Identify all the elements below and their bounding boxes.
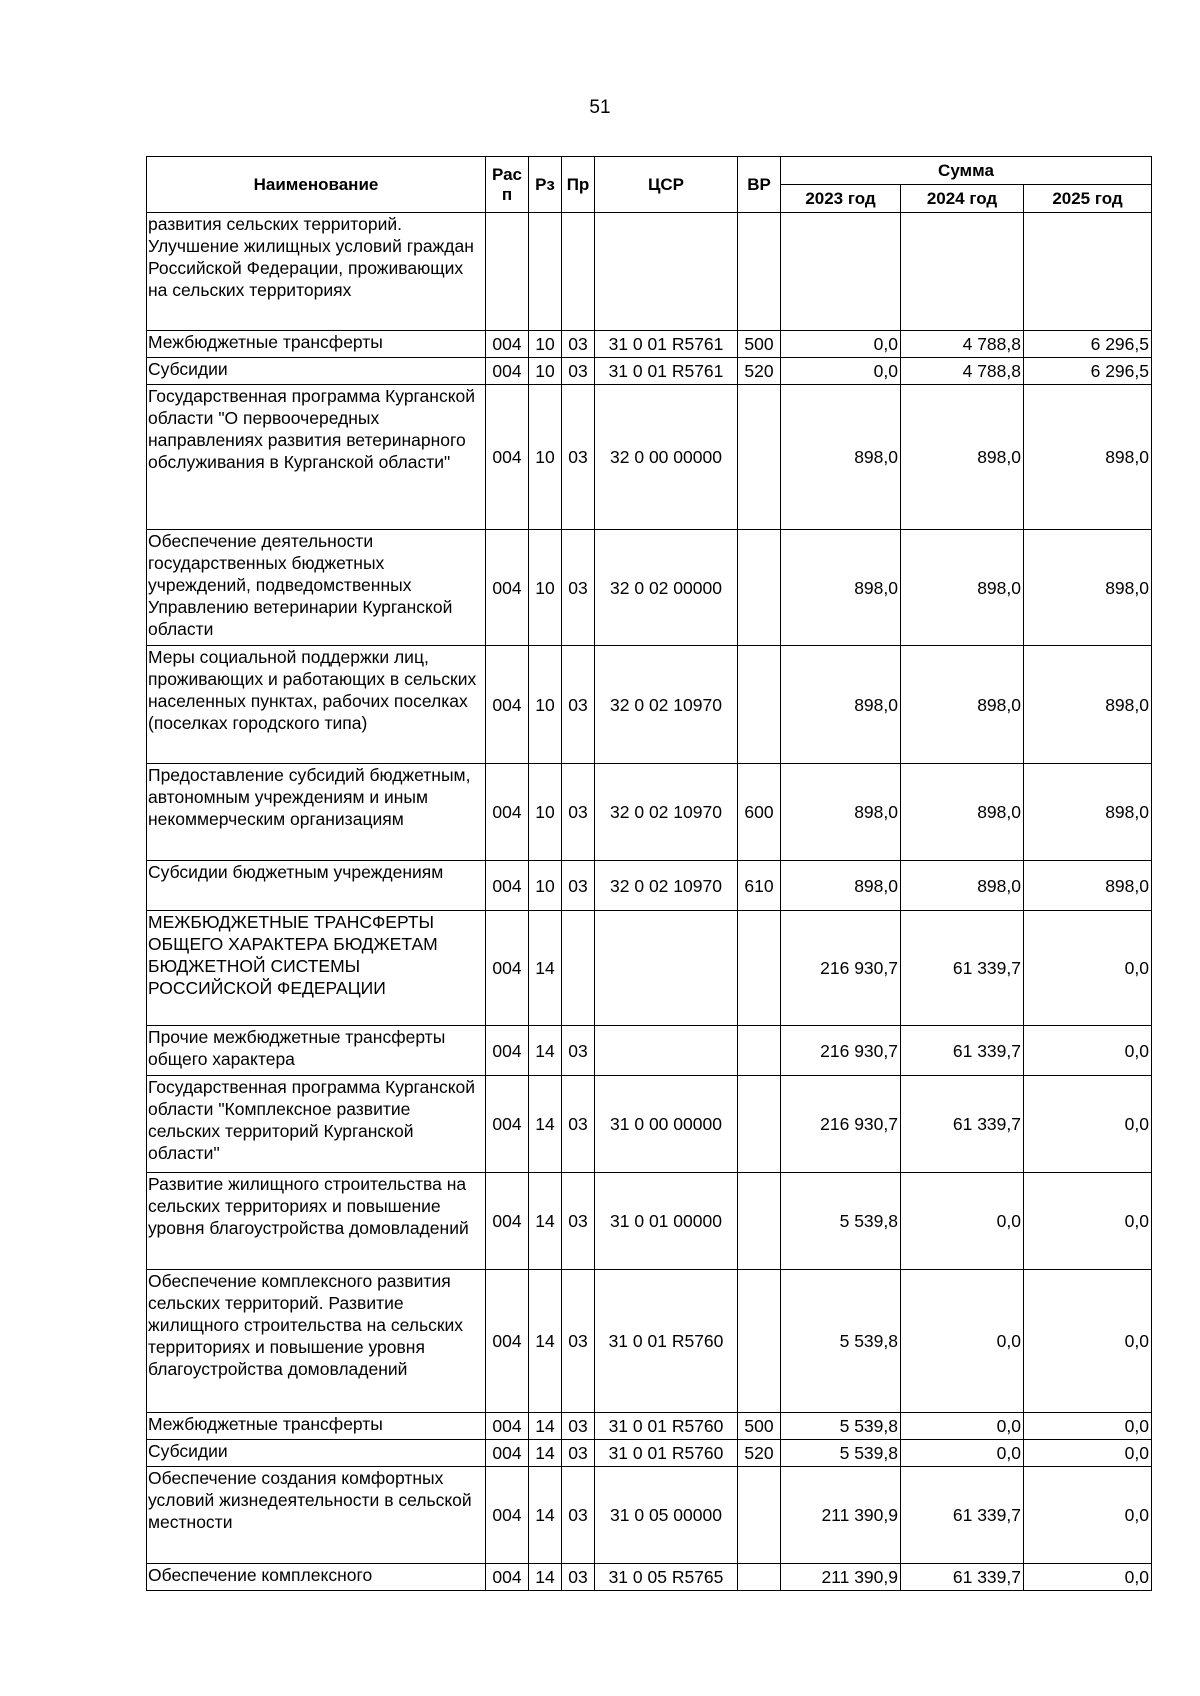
cell-rasp: 004 bbox=[486, 1076, 529, 1173]
cell-pr: 03 bbox=[562, 1413, 595, 1440]
table-row bbox=[147, 1076, 1152, 1173]
table-row bbox=[147, 861, 1152, 911]
cell-rz: 14 bbox=[529, 1076, 562, 1173]
table-row bbox=[147, 646, 1152, 764]
cell-vr bbox=[738, 1026, 781, 1076]
cell-vr bbox=[738, 1076, 781, 1173]
cell-2025: 0,0 bbox=[1024, 1440, 1152, 1467]
header-rz: Рз bbox=[529, 157, 562, 213]
cell-rz: 10 bbox=[529, 646, 562, 764]
cell-vr: 500 bbox=[738, 1413, 781, 1440]
cell-name: Обеспечение деятельности государственных бюджетных учреждений, подведомственных Управлению ветеринарии Курганской области bbox=[147, 530, 486, 646]
cell-2023 bbox=[781, 213, 901, 331]
cell-rz: 14 bbox=[529, 1173, 562, 1270]
cell-name: Государственная программа Курганской области "Комплексное развитие сельских территорий Курганской области" bbox=[147, 1076, 486, 1173]
cell-vr bbox=[738, 911, 781, 1026]
table-row bbox=[147, 911, 1152, 1026]
page-number: 51 bbox=[589, 97, 611, 118]
cell-csr: 31 0 01 R5761 bbox=[595, 358, 738, 385]
cell-rz: 14 bbox=[529, 911, 562, 1026]
cell-csr: 32 0 02 10970 bbox=[595, 646, 738, 764]
cell-rasp: 004 bbox=[486, 1564, 529, 1591]
cell-rasp: 004 bbox=[486, 1467, 529, 1564]
cell-vr bbox=[738, 1270, 781, 1413]
header-rasp: Рас п bbox=[486, 157, 529, 213]
cell-pr: 03 bbox=[562, 530, 595, 646]
cell-rasp: 004 bbox=[486, 646, 529, 764]
cell-csr: 31 0 01 R5760 bbox=[595, 1270, 738, 1413]
cell-2024: 61 339,7 bbox=[901, 1076, 1024, 1173]
cell-rasp: 004 bbox=[486, 385, 529, 530]
cell-csr bbox=[595, 911, 738, 1026]
cell-name: Межбюджетные трансферты bbox=[147, 1413, 486, 1440]
cell-2024: 61 339,7 bbox=[901, 1467, 1024, 1564]
cell-vr bbox=[738, 530, 781, 646]
table-row bbox=[147, 1467, 1152, 1564]
cell-2024: 4 788,8 bbox=[901, 331, 1024, 358]
cell-rasp: 004 bbox=[486, 331, 529, 358]
cell-csr: 31 0 05 00000 bbox=[595, 1467, 738, 1564]
cell-2023: 898,0 bbox=[781, 385, 901, 530]
header-csr: ЦСР bbox=[595, 157, 738, 213]
cell-csr: 31 0 01 00000 bbox=[595, 1173, 738, 1270]
header-year-2023: 2023 год bbox=[781, 185, 901, 213]
cell-2024: 898,0 bbox=[901, 530, 1024, 646]
cell-name: Обеспечение комплексного развития сельских территорий. Развитие жилищного строительства на сельских территориях и повышение уровня благоустройства домовладений bbox=[147, 1270, 486, 1413]
table-row bbox=[147, 1440, 1152, 1467]
header-pr: Пр bbox=[562, 157, 595, 213]
cell-rasp: 004 bbox=[486, 911, 529, 1026]
cell-rasp: 004 bbox=[486, 1413, 529, 1440]
cell-csr: 32 0 00 00000 bbox=[595, 385, 738, 530]
cell-2025: 0,0 bbox=[1024, 1076, 1152, 1173]
cell-csr: 31 0 05 R5765 bbox=[595, 1564, 738, 1591]
cell-rasp: 004 bbox=[486, 1270, 529, 1413]
cell-pr: 03 bbox=[562, 1564, 595, 1591]
cell-2023: 216 930,7 bbox=[781, 1026, 901, 1076]
cell-2025: 898,0 bbox=[1024, 764, 1152, 861]
cell-2025: 6 296,5 bbox=[1024, 358, 1152, 385]
cell-2025 bbox=[1024, 213, 1152, 331]
cell-name: Субсидии bbox=[147, 358, 486, 385]
cell-2025: 898,0 bbox=[1024, 385, 1152, 530]
table-row bbox=[147, 358, 1152, 385]
cell-rz: 14 bbox=[529, 1413, 562, 1440]
cell-csr: 31 0 01 R5761 bbox=[595, 331, 738, 358]
cell-2024: 898,0 bbox=[901, 764, 1024, 861]
cell-2025: 0,0 bbox=[1024, 1026, 1152, 1076]
cell-vr: 600 bbox=[738, 764, 781, 861]
cell-2023: 0,0 bbox=[781, 331, 901, 358]
cell-pr: 03 bbox=[562, 646, 595, 764]
cell-pr: 03 bbox=[562, 1270, 595, 1413]
budget-table bbox=[146, 156, 1152, 1591]
cell-2025: 0,0 bbox=[1024, 911, 1152, 1026]
cell-name: Прочие межбюджетные трансферты общего характера bbox=[147, 1026, 486, 1076]
cell-vr: 520 bbox=[738, 358, 781, 385]
cell-pr: 03 bbox=[562, 764, 595, 861]
cell-name: Субсидии bbox=[147, 1440, 486, 1467]
cell-pr: 03 bbox=[562, 861, 595, 911]
cell-rz: 10 bbox=[529, 764, 562, 861]
header-year-2025: 2025 год bbox=[1024, 185, 1152, 213]
cell-name: Субсидии бюджетным учреждениям bbox=[147, 861, 486, 911]
cell-rasp: 004 bbox=[486, 1026, 529, 1076]
cell-name: Развитие жилищного строительства на сельских территориях и повышение уровня благоустройства домовладений bbox=[147, 1173, 486, 1270]
cell-2025: 898,0 bbox=[1024, 646, 1152, 764]
cell-2024: 898,0 bbox=[901, 861, 1024, 911]
cell-2023: 898,0 bbox=[781, 764, 901, 861]
cell-2025: 0,0 bbox=[1024, 1564, 1152, 1591]
table-row bbox=[147, 764, 1152, 861]
cell-csr: 32 0 02 10970 bbox=[595, 764, 738, 861]
cell-rz: 10 bbox=[529, 331, 562, 358]
cell-2025: 898,0 bbox=[1024, 530, 1152, 646]
table-row bbox=[147, 213, 1152, 331]
cell-vr bbox=[738, 646, 781, 764]
table-row bbox=[147, 1413, 1152, 1440]
cell-rasp: 004 bbox=[486, 764, 529, 861]
cell-pr: 03 bbox=[562, 1173, 595, 1270]
cell-pr: 03 bbox=[562, 385, 595, 530]
cell-2023: 5 539,8 bbox=[781, 1270, 901, 1413]
cell-2024: 4 788,8 bbox=[901, 358, 1024, 385]
cell-rz: 14 bbox=[529, 1270, 562, 1413]
cell-name: Меры социальной поддержки лиц, проживающих и работающих в сельских населенных пунктах, рабочих поселках (поселках городского типа) bbox=[147, 646, 486, 764]
cell-vr: 610 bbox=[738, 861, 781, 911]
cell-name: Обеспечение комплексного bbox=[147, 1564, 486, 1591]
cell-rasp: 004 bbox=[486, 1440, 529, 1467]
cell-2023: 898,0 bbox=[781, 646, 901, 764]
cell-2024 bbox=[901, 213, 1024, 331]
cell-2023: 211 390,9 bbox=[781, 1467, 901, 1564]
cell-2023: 5 539,8 bbox=[781, 1413, 901, 1440]
cell-2023: 5 539,8 bbox=[781, 1440, 901, 1467]
cell-2024: 898,0 bbox=[901, 385, 1024, 530]
header-vr: ВР bbox=[738, 157, 781, 213]
cell-2023: 216 930,7 bbox=[781, 1076, 901, 1173]
cell-2025: 0,0 bbox=[1024, 1467, 1152, 1564]
header-year-2024: 2024 год bbox=[901, 185, 1024, 213]
cell-csr bbox=[595, 1026, 738, 1076]
table-row bbox=[147, 385, 1152, 530]
cell-rz: 14 bbox=[529, 1440, 562, 1467]
cell-rz: 14 bbox=[529, 1467, 562, 1564]
cell-rz: 10 bbox=[529, 358, 562, 385]
cell-pr bbox=[562, 911, 595, 1026]
table-row bbox=[147, 1026, 1152, 1076]
cell-2025: 6 296,5 bbox=[1024, 331, 1152, 358]
cell-vr bbox=[738, 213, 781, 331]
cell-vr: 520 bbox=[738, 1440, 781, 1467]
cell-pr: 03 bbox=[562, 331, 595, 358]
cell-2025: 0,0 bbox=[1024, 1413, 1152, 1440]
cell-rz bbox=[529, 213, 562, 331]
header-name: Наименование bbox=[147, 157, 486, 213]
cell-2024: 61 339,7 bbox=[901, 1026, 1024, 1076]
cell-2024: 61 339,7 bbox=[901, 911, 1024, 1026]
cell-pr bbox=[562, 213, 595, 331]
cell-pr: 03 bbox=[562, 358, 595, 385]
cell-pr: 03 bbox=[562, 1467, 595, 1564]
cell-2024: 0,0 bbox=[901, 1270, 1024, 1413]
cell-2023: 898,0 bbox=[781, 530, 901, 646]
cell-csr: 31 0 00 00000 bbox=[595, 1076, 738, 1173]
cell-rasp: 004 bbox=[486, 358, 529, 385]
cell-name: МЕЖБЮДЖЕТНЫЕ ТРАНСФЕРТЫ ОБЩЕГО ХАРАКТЕРА БЮДЖЕТАМ БЮДЖЕТНОЙ СИСТЕМЫ РОССИЙСКОЙ ФЕДЕРАЦИИ bbox=[147, 911, 486, 1026]
cell-pr: 03 bbox=[562, 1026, 595, 1076]
cell-rasp: 004 bbox=[486, 1173, 529, 1270]
cell-csr: 32 0 02 00000 bbox=[595, 530, 738, 646]
cell-pr: 03 bbox=[562, 1440, 595, 1467]
cell-rz: 10 bbox=[529, 861, 562, 911]
cell-vr bbox=[738, 385, 781, 530]
cell-2023: 216 930,7 bbox=[781, 911, 901, 1026]
cell-2023: 5 539,8 bbox=[781, 1173, 901, 1270]
cell-rz: 10 bbox=[529, 530, 562, 646]
cell-2024: 61 339,7 bbox=[901, 1564, 1024, 1591]
table-row bbox=[147, 1270, 1152, 1413]
cell-2023: 211 390,9 bbox=[781, 1564, 901, 1591]
table-row bbox=[147, 1564, 1152, 1591]
cell-rasp: 004 bbox=[486, 861, 529, 911]
cell-2024: 0,0 bbox=[901, 1440, 1024, 1467]
cell-rz: 10 bbox=[529, 385, 562, 530]
cell-vr: 500 bbox=[738, 331, 781, 358]
cell-2024: 0,0 bbox=[901, 1413, 1024, 1440]
table-row bbox=[147, 331, 1152, 358]
cell-rz: 14 bbox=[529, 1026, 562, 1076]
header-sum: Сумма bbox=[781, 157, 1152, 185]
cell-vr bbox=[738, 1564, 781, 1591]
cell-name: Межбюджетные трансферты bbox=[147, 331, 486, 358]
cell-rz: 14 bbox=[529, 1564, 562, 1591]
cell-vr bbox=[738, 1467, 781, 1564]
cell-name: развития сельских территорий. Улучшение жилищных условий граждан Российской Федерации, проживающих на сельских территориях bbox=[147, 213, 486, 331]
table-body bbox=[147, 213, 1152, 1591]
cell-2023: 898,0 bbox=[781, 861, 901, 911]
cell-csr: 32 0 02 10970 bbox=[595, 861, 738, 911]
cell-name: Предоставление субсидий бюджетным, автономным учреждениям и иным некоммерческим организациям bbox=[147, 764, 486, 861]
cell-2024: 898,0 bbox=[901, 646, 1024, 764]
cell-2024: 0,0 bbox=[901, 1173, 1024, 1270]
cell-vr bbox=[738, 1173, 781, 1270]
cell-csr: 31 0 01 R5760 bbox=[595, 1440, 738, 1467]
cell-2025: 898,0 bbox=[1024, 861, 1152, 911]
cell-rasp: 004 bbox=[486, 530, 529, 646]
cell-rasp bbox=[486, 213, 529, 331]
table-row bbox=[147, 530, 1152, 646]
cell-name: Обеспечение создания комфортных условий жизнедеятельности в сельской местности bbox=[147, 1467, 486, 1564]
cell-2025: 0,0 bbox=[1024, 1173, 1152, 1270]
cell-2025: 0,0 bbox=[1024, 1270, 1152, 1413]
cell-csr bbox=[595, 213, 738, 331]
cell-pr: 03 bbox=[562, 1076, 595, 1173]
cell-name: Государственная программа Курганской области "О первоочередных направлениях развития ветеринарного обслуживания в Курганской области" bbox=[147, 385, 486, 530]
cell-csr: 31 0 01 R5760 bbox=[595, 1413, 738, 1440]
table-row bbox=[147, 1173, 1152, 1270]
cell-2023: 0,0 bbox=[781, 358, 901, 385]
